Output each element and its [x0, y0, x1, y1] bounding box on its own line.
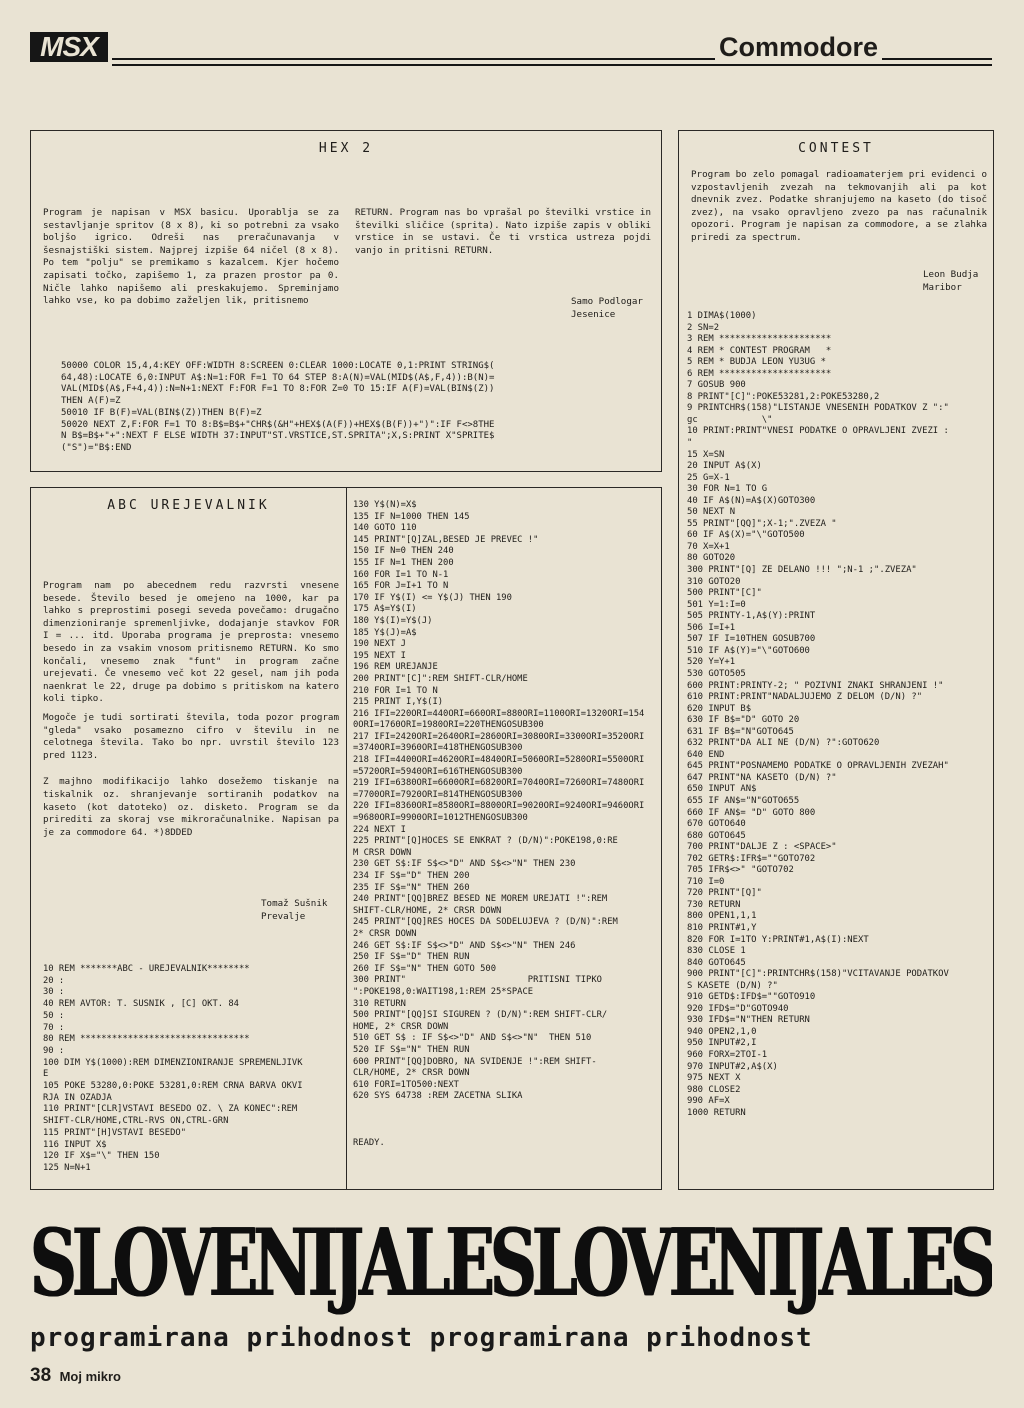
article-paragraph: Z majhno modifikacijo lahko dosežemo tiskanje na tiskalnik oz. shranjevanje sortiranih podatkov na kaseto (kot datoteko) oz. disketo. Program se da prirediti za skoraj vse mikroračunalnike. Napisan pa je za commodore 64. *)8DDED [43, 776, 339, 838]
page-number: 38 [30, 1365, 52, 1386]
article-title: CONTEST [798, 141, 874, 156]
header-rule [112, 64, 992, 66]
msx-logo: MSX [30, 32, 108, 62]
code-listing: 1 DIMA$(1000) 2 SN=2 3 REM ********************* 4 REM * CONTEST PROGRAM * 5 REM * BUDJA LEON YU3UG * 6 REM ********************* 7 GOSUB 900 8 PRINT"[C]":POKE53281,2:POKE53280,2 9 PRINTCHR$(158)"LISTANJE VNESENIH PODATKOV Z ":" gc \" 10 PRINT:PRINT"VNESI PODATKE O OPRAVLJENI ZVEZI : " 15 X=SN 20 INPUT A$(X) 25 G=X-1 30 FOR N=1 TO G 40 IF A$(N)=A$(X)GOTO300 50 NEXT N 55 PRINT"[QQ]";X-1;".ZVEZA " 60 IF A$(X)="\"GOTO500 70 X=X+1 80 GOTO20 300 PRINT"[Q] ZE DELANO !!! ";N-1 ;".ZVEZA" 310 GOTO20 500 PRINT"[C]" 501 Y=1:I=0 505 PRINTY-1,A$(Y):PRINT 506 I=I+1 507 IF I=10THEN GOSUB700 510 IF A$(Y)="\"GOTO600 520 Y=Y+1 530 GOTO505 600 PRINT:PRINTY-2; " POZIVNI ZNAKI SHRANJENI !" 610 PRINT:PRINT"NADALJUJEMO Z DELOM (D/N) ?" 620 INPUT B$ 630 IF B$="D" GOTO 20 631 IF B$="N"GOTO645 632 PRINT"DA ALI NE (D/N) ?":GOTO620 640 END 645 PRINT"POSNAMEMO PODATKE O OPRAVLJENIH ZVEZAH" 647 PRINT"NA KASETO (D/N) ?" 650 INPUT AN$ 655 IF AN$="N"GOTO655 660 IF AN$= "D" GOTO 800 670 GOTO640 680 GOTO645 700 PRINT"DALJE Z : <SPACE>" 702 GETR$:IFR$=""GOTO702 705 IFR$<>" "GOTO702 710 I=0 720 PRINT"[Q]" 730 RETURN 800 OPEN1,1,1 810 PRINT#1,Y 820 FOR I=1TO Y:PRINT#1,A$(I):NEXT 830 CLOSE 1 840 GOTO645 900 PRINT"[C]":PRINTCHR$(158)"VCITAVANJE PODATKOV S KASETE (D/N) ?" 910 GETD$:IFD$=""GOTO910 920 IFD$="D"GOTO940 930 IFD$="N"THEN RETURN 940 OPEN2,1,0 950 INPUT#2,I 960 FORX=2TOI-1 970 INPUT#2,A$(X) 975 NEXT X 980 CLOSE2 990 AF=X 1000 RETURN [687, 311, 949, 1118]
article-author: Samo Podlogar Jesenice [571, 296, 643, 320]
code-listing: 50000 COLOR 15,4,4:KEY OFF:WIDTH 8:SCREEN 0:CLEAR 1000:LOCATE 0,1:PRINT STRING$( 64,48):LOCATE 6,0:INPUT A$:N=1:FOR F=1 TO 64 STEP 8:A(N)=VAL(MID$(A$,F,4)):B(N)= VAL(MID$(A$,F+4,4)):N=N+1:NEXT F:FOR F=1 TO 8:FOR Z=0 TO 15:IF A(F)=VAL(BIN$(Z)) THEN A(F)=Z 50010 IF B(F)=VAL(BIN$(Z))THEN B(F)=Z 50020 NEXT Z,F:FOR F=1 TO 8:B$=B$+"CHR$(&H"+HEX$(A(F))+HEX$(B(F))+")":IF F<>8THE N B$=B$+"+":NEXT F ELSE WIDTH 37:INPUT"ST.VRSTICE,ST.SPRITA";X,S:PRINT X"SPRITE$ ("S")="B$:END [61, 361, 495, 453]
page-footer [30, 1365, 121, 1387]
page-header [30, 28, 992, 70]
article-title: ABC UREJEVALNIK [107, 498, 270, 513]
code-listing: 130 Y$(N)=X$ 135 IF N=1000 THEN 145 140 GOTO 110 145 PRINT"[Q]ZAL,BESED JE PREVEC !" 150 IF N=0 THEN 240 155 IF N=1 THEN 200 160 FOR I=1 TO N-1 165 FOR J=I+1 TO N 170 IF Y$(I) <= Y$(J) THEN 190 175 A$=Y$(I) 180 Y$(I)=Y$(J) 185 Y$(J)=A$ 190 NEXT J 195 NEXT I 196 REM UREJANJE 200 PRINT"[C]":REM SHIFT-CLR/HOME 210 FOR I=1 TO N 215 PRINT I,Y$(I) 216 IFI=220ORI=440ORI=660ORI=880ORI=1100ORI=1320ORI=154 0ORI=1760ORI=1980ORI=220THENGOSUB300 217 IFI=2420ORI=2640ORI=2860ORI=3080ORI=3300ORI=3520ORI =3740ORI=3960ORI=418THENGOSUB300 218 IFI=4400ORI=4620ORI=4840ORI=5060ORI=5280ORI=5500ORI =5720ORI=5940ORI=616THENGOSUB300 219 IFI=6380ORI=6600ORI=6820ORI=7040ORI=7260ORI=7480ORI =7700ORI=7920ORI=814THENGOSUB300 220 IFI=8360ORI=8580ORI=8800ORI=9020ORI=9240ORI=9460ORI =9680ORI=9900ORI=1012THENGOSUB300 224 NEXT I 225 PRINT"[Q]HOCES SE ENKRAT ? (D/N)":POKE198,0:RE M CRSR DOWN 230 GET S$:IF S$<>"D" AND S$<>"N" THEN 230 234 IF S$="D" THEN 200 235 IF S$="N" THEN 260 240 PRINT"[QQ]BREZ BESED NE MOREM UREJATI !":REM SHIFT-CLR/HOME, 2* CRSR DOWN 245 PRINT"[QQ]RES HOCES DA SODELUJEVA ? (D/N)":REM 2* CRSR DOWN 246 GET S$:IF S$<>"D" AND S$<>"N" THEN 246 250 IF S$="D" THEN RUN 260 IF S$="N" THEN GOTO 500 300 PRINT" PRITISNI TIPKO ":POKE198,0:WAIT198,1:REM 25*SPACE 310 RETURN 500 PRINT"[QQ]SI SIGUREN ? (D/N)":REM SHIFT-CLR/ HOME, 2* CRSR DOWN 510 GET S$ : IF S$<>"D" AND S$<>"N" THEN 510 520 IF S$="N" THEN RUN 600 PRINT"[QQ]DOBRO, NA SVIDENJE !":REM SHIFT- CLR/HOME, 2* CRSR DOWN 610 FORI=1TO500:NEXT 620 SYS 64738 :REM ZACETNA SLIKA READY. [353, 500, 645, 1148]
contest-article [678, 130, 994, 1190]
code-listing: 10 REM *******ABC - UREJEVALNIK******** 20 : 30 : 40 REM AVTOR: T. SUSNIK , [C] OKT. 84 50 : 70 : 80 REM ******************************** 90 : 100 DIM Y$(1000):REM DIMENZIONIRANJE SPREMENLJIVK E 105 POKE 53280,0:POKE 53281,0:REM CRNA BARVA OKVI RJA IN OZADJA 110 PRINT"[CLR]VSTAVI BESEDO OZ. \ ZA KONEC":REM SHIFT-CLR/HOME,CTRL-RVS ON,CTRL-GRN 115 PRINT"[H]VSTAVI BESEDO" 116 INPUT X$ 120 IF X$="\" THEN 150 125 N=N+1 [43, 964, 303, 1173]
article-text: RETURN. Program nas bo vprašal po številki vrstice in številki sličice (sprita). Nato izpiše zapis v obliki vrstice in se ustavi. Če ti vrstica ustreza pojdi vanjo in pritisni RETURN. [355, 207, 651, 256]
magazine-name: Moj mikro [59, 1369, 121, 1384]
abc-article [30, 487, 662, 1190]
article-paragraph: Program nam po abecednem redu razvrsti vnesene besede. Število besed je omejeno na 1000, kar pa lahko s preprostimi posegi seveda povečamo: drugačno dimenzioniranje spremenljivke, dodajanje stavkov FOR I = ... itd. Uporaba programa je preprosta: vnesemo besedo in za vsakim vnosom pritisnemo RETURN. Ko smo končali, vnesemo znak "funt" in program začne urejevati. Če vnesemo več kot 22 gesel, nam jih poda naenkrat le 22, druge pa dobimo s pritiskom na katero koli tipko. [43, 580, 339, 705]
article-title: HEX 2 [318, 141, 374, 156]
hex2-article [30, 130, 662, 472]
slovenijales-banner: SLOVENIJALESLOVENIJALES [30, 1208, 992, 1317]
article-author: Tomaž Sušnik Prevalje [261, 898, 328, 922]
article-text: Program je napisan v MSX basicu. Uporablja se za sestavljanje spritov (8 x 8), ki so potrebni za vsako boljšo igrico. Odreši nas preračunavanja v šesnajstiški sistem. Najprej izpiše 64 ničel (8 x 8). Po tem "polju" se premikamo s kazalcem. Kjer hočemo zapisati točko, zapišemo 1, za prazen prostor pa 0. Ničle lahko napišemo ali preskakujemo. Spreminjamo lahko vse, ko pa dobimo zaželjen lik, pritisnemo [43, 207, 339, 307]
article-body [43, 580, 339, 839]
section-title: Commodore [715, 30, 882, 64]
banner-tagline: programirana prihodnost programirana prihodnost [30, 1323, 813, 1353]
article-text: Program bo zelo pomagal radioamaterjem pri evidenci o vzpostavljenih zvezah na tekmovanjih ali pa kot dnevnik zvez. Podatke shranjujemo na kaseto (do tisoč zvez), na vsako opravljeno zvezo pa nas računalnik opozori. Program je napisan za commodore, a se zlahka priredi za spectrum. [691, 169, 987, 243]
article-paragraph: Mogoče je tudi sortirati števila, toda pozor program "gleda" vsako posamezno cifro v številu in ne celotnega števila. Tako bo npr. uvrstil število 123 pred 1123. [43, 711, 339, 761]
article-author: Leon Budja Maribor [923, 269, 979, 293]
